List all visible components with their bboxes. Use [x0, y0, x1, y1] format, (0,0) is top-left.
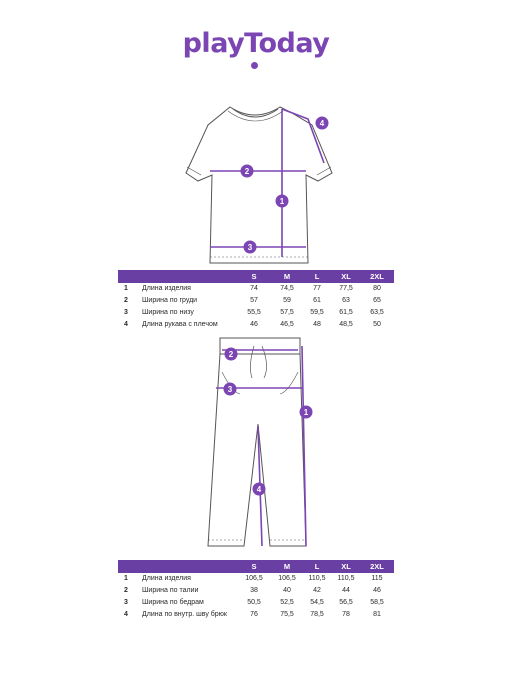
cell: 106,5: [245, 575, 263, 582]
row-number: 1: [124, 285, 128, 292]
cell: 46: [250, 321, 258, 328]
cell: 63,5: [370, 309, 384, 316]
cell: 110,5: [308, 575, 326, 582]
tshirt-table-header: [118, 270, 394, 283]
cell: 80: [373, 285, 381, 292]
cell: 65: [373, 297, 381, 304]
row-number: 3: [124, 599, 128, 606]
pants-drawing: [0, 332, 512, 560]
cell: 106,5: [278, 575, 296, 582]
table-row: [118, 609, 394, 621]
cell: 57,5: [280, 309, 294, 316]
logo-text: playToday: [182, 28, 330, 59]
tshirt-sleeve-line: [282, 109, 324, 163]
cell: 75,5: [280, 611, 294, 618]
table-row: [118, 295, 394, 307]
pants-header-m: M: [283, 562, 291, 571]
cell: 44: [342, 587, 350, 594]
pants-pocket-right: [280, 372, 298, 394]
cell: 58,5: [370, 599, 384, 606]
tshirt-drawing: [0, 95, 512, 270]
row-label: Ширина по талии: [142, 587, 199, 594]
tshirt-header-l: L: [314, 272, 320, 281]
row-label: Ширина по груди: [142, 297, 198, 304]
tshirt-collar: [233, 109, 278, 117]
table-row: [118, 319, 394, 331]
pants-header-xl: XL: [341, 562, 351, 571]
tshirt-right-cuff: [317, 167, 331, 175]
cell: 61,5: [339, 309, 353, 316]
cell: 81: [373, 611, 381, 618]
pants-table-header: [118, 560, 394, 573]
pants-header-2xl: 2XL: [370, 562, 384, 571]
cell: 78: [342, 611, 350, 618]
tshirt-marker-3-label: 3: [247, 243, 253, 252]
cell: 54,5: [310, 599, 324, 606]
row-label: Длина изделия: [142, 285, 191, 292]
tshirt-size-table: [118, 270, 394, 331]
cell: 77: [313, 285, 321, 292]
cell: 38: [250, 587, 258, 594]
tshirt-outline: [186, 107, 332, 263]
row-number: 2: [124, 297, 128, 304]
cell: 59,5: [310, 309, 324, 316]
table-row: [118, 307, 394, 319]
pants-header-s: S: [251, 562, 257, 571]
tshirt-collar-rib: [228, 111, 283, 121]
cell: 50: [373, 321, 381, 328]
pants-size-table: [118, 560, 394, 621]
table-row: [118, 283, 394, 295]
pants-marker-4-label: 4: [256, 485, 262, 494]
cell: 59: [283, 297, 291, 304]
pants-marker-3-label: 3: [227, 385, 233, 394]
cell: 78,5: [310, 611, 324, 618]
cell: 110,5: [337, 575, 355, 582]
cell: 48,5: [339, 321, 353, 328]
tshirt-header-m: M: [283, 272, 291, 281]
pants-marker-1-label: 1: [303, 408, 309, 417]
cell: 50,5: [247, 599, 261, 606]
row-number: 2: [124, 587, 128, 594]
tshirt-marker-2-label: 2: [244, 167, 250, 176]
row-label: Длина изделия: [142, 575, 191, 582]
cell: 115: [371, 575, 383, 582]
tshirt-left-cuff: [187, 167, 201, 175]
tshirt-header-s: S: [251, 272, 257, 281]
cell: 61: [313, 297, 321, 304]
row-label: Ширина по низу: [142, 309, 194, 316]
cell: 42: [313, 587, 321, 594]
cell: 74: [250, 285, 258, 292]
logo-dot: [251, 62, 258, 69]
cell: 40: [283, 587, 291, 594]
cell: 63: [342, 297, 350, 304]
row-label: Длина рукава с плечом: [142, 321, 218, 328]
table-row: [118, 597, 394, 609]
pants-marker-2-label: 2: [228, 350, 234, 359]
tshirt-marker-1-label: 1: [279, 197, 285, 206]
row-number: 3: [124, 309, 128, 316]
cell: 52,5: [280, 599, 294, 606]
tshirt-header-2xl: 2XL: [370, 272, 384, 281]
cell: 56,5: [339, 599, 353, 606]
tshirt-header-xl: XL: [341, 272, 351, 281]
table-row: [118, 573, 394, 585]
tshirt-marker-4-label: 4: [319, 119, 325, 128]
cell: 46: [373, 587, 381, 594]
row-number: 4: [124, 611, 128, 618]
row-label: Длина по внутр. шву брюк: [142, 611, 227, 618]
pants-header-l: L: [314, 562, 320, 571]
table-row: [118, 585, 394, 597]
row-number: 1: [124, 575, 128, 582]
row-number: 4: [124, 321, 128, 328]
cell: 77,5: [339, 285, 353, 292]
row-label: Ширина по бедрам: [142, 599, 204, 606]
cell: 48: [313, 321, 321, 328]
cell: 57: [250, 297, 258, 304]
pants-outline: [208, 354, 306, 546]
cell: 46,5: [280, 321, 294, 328]
brand-logo: [0, 28, 512, 59]
cell: 55,5: [247, 309, 261, 316]
cell: 74,5: [280, 285, 294, 292]
cell: 76: [250, 611, 258, 618]
